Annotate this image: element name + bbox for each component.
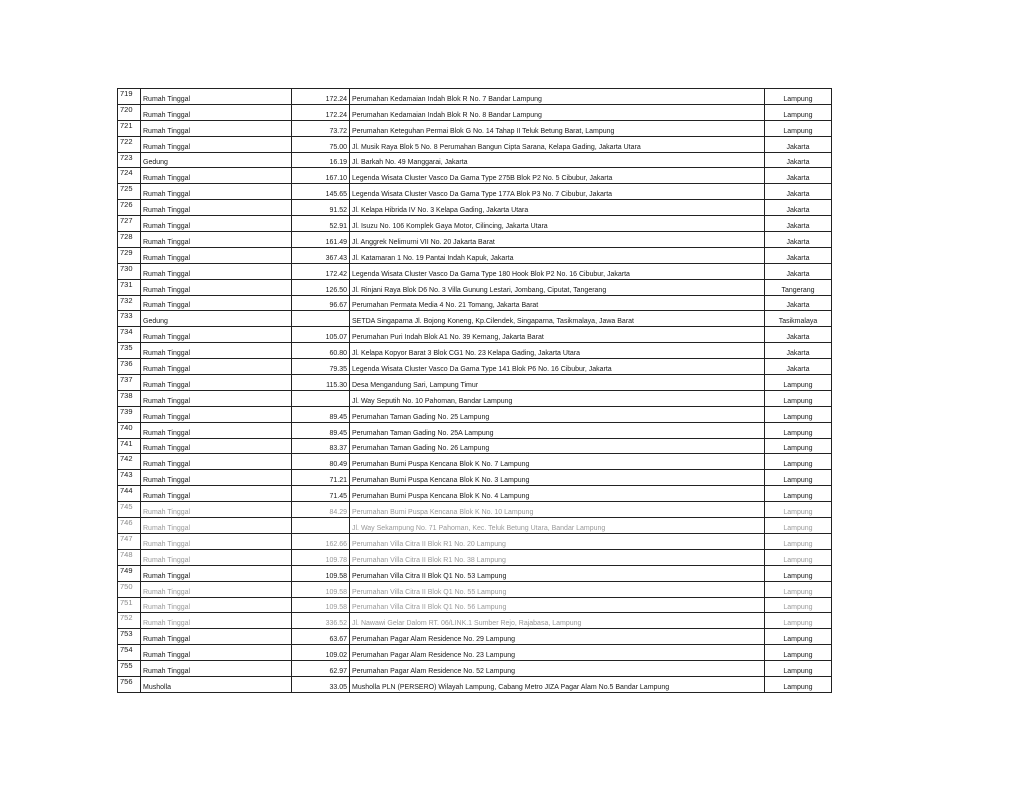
building-type: Musholla — [141, 676, 292, 692]
building-type: Gedung — [141, 311, 292, 327]
row-number: 731 — [118, 279, 141, 295]
address: Perumahan Bumi Puspa Kencana Blok K No. 4 Lampung — [350, 486, 765, 502]
address: Perumahan Puri Indah Blok A1 No. 39 Kemang, Jakarta Barat — [350, 327, 765, 343]
table-row — [118, 518, 832, 534]
address: Jl. Way Sekampung No. 71 Pahoman, Kec. Teluk Betung Utara, Bandar Lampung — [350, 518, 765, 534]
table-row — [118, 597, 832, 613]
address: Jl. Musik Raya Blok 5 No. 8 Perumahan Bangun Cipta Sarana, Kelapa Gading, Jakarta Utara — [350, 136, 765, 152]
building-area: 109.58 — [292, 597, 350, 613]
building-area: 62.97 — [292, 661, 350, 677]
table-row — [118, 565, 832, 581]
city: Lampung — [765, 89, 832, 105]
table-row — [118, 502, 832, 518]
building-area: 33.05 — [292, 676, 350, 692]
address: Perumahan Permata Media 4 No. 21 Tomang, Jakarta Barat — [350, 295, 765, 311]
building-area: 79.35 — [292, 359, 350, 375]
building-area: 91.52 — [292, 200, 350, 216]
row-number: 741 — [118, 438, 141, 454]
building-type: Rumah Tinggal — [141, 597, 292, 613]
building-area: 63.67 — [292, 629, 350, 645]
building-area: 109.58 — [292, 581, 350, 597]
address: Perumahan Pagar Alam Residence No. 29 Lampung — [350, 629, 765, 645]
building-area: 84.29 — [292, 502, 350, 518]
building-type: Rumah Tinggal — [141, 629, 292, 645]
table-row — [118, 343, 832, 359]
row-number: 755 — [118, 661, 141, 677]
address: Perumahan Bumi Puspa Kencana Blok K No. 7 Lampung — [350, 454, 765, 470]
row-number: 753 — [118, 629, 141, 645]
row-number: 721 — [118, 120, 141, 136]
building-area: 73.72 — [292, 120, 350, 136]
city: Lampung — [765, 104, 832, 120]
building-area: 367.43 — [292, 247, 350, 263]
city: Lampung — [765, 676, 832, 692]
table-row — [118, 629, 832, 645]
address: Perumahan Bumi Puspa Kencana Blok K No. 10 Lampung — [350, 502, 765, 518]
building-area: 161.49 — [292, 232, 350, 248]
address: Jl. Barkah No. 49 Manggarai, Jakarta — [350, 152, 765, 168]
building-area: 145.65 — [292, 184, 350, 200]
city: Lampung — [765, 470, 832, 486]
address: Jl. Isuzu No. 106 Komplek Gaya Motor, Cilincing, Jakarta Utara — [350, 216, 765, 232]
building-area: 172.24 — [292, 89, 350, 105]
address: Jl. Katamaran 1 No. 19 Pantai Indah Kapuk, Jakarta — [350, 247, 765, 263]
table-row — [118, 645, 832, 661]
table-row — [118, 438, 832, 454]
row-number: 740 — [118, 422, 141, 438]
city: Jakarta — [765, 232, 832, 248]
building-type: Rumah Tinggal — [141, 581, 292, 597]
city: Lampung — [765, 645, 832, 661]
city: Jakarta — [765, 184, 832, 200]
building-area: 96.67 — [292, 295, 350, 311]
table-row — [118, 661, 832, 677]
city: Jakarta — [765, 216, 832, 232]
building-area — [292, 390, 350, 406]
building-type: Rumah Tinggal — [141, 120, 292, 136]
building-area: 80.49 — [292, 454, 350, 470]
address: SETDA Singaparna Jl. Bojong Koneng, Kp.Cilendek, Singaparna, Tasikmalaya, Jawa Barat — [350, 311, 765, 327]
city: Jakarta — [765, 200, 832, 216]
row-number: 749 — [118, 565, 141, 581]
building-type: Rumah Tinggal — [141, 518, 292, 534]
address: Legenda Wisata Cluster Vasco Da Gama Type 180 Hook Blok P2 No. 16 Cibubur, Jakarta — [350, 263, 765, 279]
address: Jl. Anggrek Nelimurni VII No. 20 Jakarta Barat — [350, 232, 765, 248]
row-number: 739 — [118, 406, 141, 422]
city: Lampung — [765, 565, 832, 581]
city: Jakarta — [765, 136, 832, 152]
row-number: 746 — [118, 518, 141, 534]
building-type: Rumah Tinggal — [141, 359, 292, 375]
building-area: 60.80 — [292, 343, 350, 359]
building-area: 336.52 — [292, 613, 350, 629]
address: Perumahan Keteguhan Permai Blok G No. 14 Tahap II Teluk Betung Barat, Lampung — [350, 120, 765, 136]
table-row — [118, 232, 832, 248]
city: Lampung — [765, 581, 832, 597]
building-type: Rumah Tinggal — [141, 470, 292, 486]
city: Lampung — [765, 518, 832, 534]
row-number: 730 — [118, 263, 141, 279]
row-number: 754 — [118, 645, 141, 661]
address: Legenda Wisata Cluster Vasco Da Gama Type 275B Blok P2 No. 5 Cibubur, Jakarta — [350, 168, 765, 184]
city: Lampung — [765, 597, 832, 613]
building-area: 71.21 — [292, 470, 350, 486]
table-row — [118, 486, 832, 502]
row-number: 727 — [118, 216, 141, 232]
building-area: 52.91 — [292, 216, 350, 232]
building-area: 126.50 — [292, 279, 350, 295]
city: Lampung — [765, 502, 832, 518]
city: Lampung — [765, 422, 832, 438]
address: Perumahan Pagar Alam Residence No. 52 Lampung — [350, 661, 765, 677]
row-number: 745 — [118, 502, 141, 518]
address: Perumahan Kedamaian Indah Blok R No. 7 Bandar Lampung — [350, 89, 765, 105]
city: Lampung — [765, 375, 832, 391]
table-row — [118, 216, 832, 232]
building-type: Rumah Tinggal — [141, 406, 292, 422]
building-type: Rumah Tinggal — [141, 247, 292, 263]
address: Perumahan Villa Citra II Blok Q1 No. 56 Lampung — [350, 597, 765, 613]
table-row — [118, 327, 832, 343]
address: Perumahan Taman Gading No. 25 Lampung — [350, 406, 765, 422]
building-area: 115.30 — [292, 375, 350, 391]
row-number: 744 — [118, 486, 141, 502]
building-type: Rumah Tinggal — [141, 549, 292, 565]
building-area: 172.24 — [292, 104, 350, 120]
table-row — [118, 549, 832, 565]
city: Lampung — [765, 661, 832, 677]
row-number: 732 — [118, 295, 141, 311]
building-type: Rumah Tinggal — [141, 613, 292, 629]
city: Lampung — [765, 486, 832, 502]
building-type: Rumah Tinggal — [141, 327, 292, 343]
city: Jakarta — [765, 152, 832, 168]
address: Perumahan Pagar Alam Residence No. 23 Lampung — [350, 645, 765, 661]
table-body — [118, 89, 832, 693]
building-area: 16.19 — [292, 152, 350, 168]
building-type: Rumah Tinggal — [141, 422, 292, 438]
building-type: Rumah Tinggal — [141, 661, 292, 677]
city: Lampung — [765, 533, 832, 549]
row-number: 726 — [118, 200, 141, 216]
city: Lampung — [765, 549, 832, 565]
building-area: 162.66 — [292, 533, 350, 549]
city: Tasikmalaya — [765, 311, 832, 327]
table-row — [118, 295, 832, 311]
address: Perumahan Villa Citra II Blok R1 No. 38 Lampung — [350, 549, 765, 565]
building-area: 71.45 — [292, 486, 350, 502]
building-area: 89.45 — [292, 406, 350, 422]
table-row — [118, 136, 832, 152]
building-type: Rumah Tinggal — [141, 136, 292, 152]
building-area — [292, 518, 350, 534]
row-number: 720 — [118, 104, 141, 120]
building-type: Rumah Tinggal — [141, 295, 292, 311]
address: Perumahan Villa Citra II Blok R1 No. 20 Lampung — [350, 533, 765, 549]
row-number: 728 — [118, 232, 141, 248]
row-number: 742 — [118, 454, 141, 470]
building-area: 172.42 — [292, 263, 350, 279]
table-row — [118, 390, 832, 406]
table-row — [118, 422, 832, 438]
table-row — [118, 581, 832, 597]
building-type: Rumah Tinggal — [141, 89, 292, 105]
row-number: 748 — [118, 549, 141, 565]
city: Jakarta — [765, 343, 832, 359]
table-row — [118, 263, 832, 279]
table-row — [118, 359, 832, 375]
row-number: 751 — [118, 597, 141, 613]
building-type: Rumah Tinggal — [141, 438, 292, 454]
building-area: 83.37 — [292, 438, 350, 454]
building-area: 109.58 — [292, 565, 350, 581]
building-type: Rumah Tinggal — [141, 232, 292, 248]
address: Perumahan Taman Gading No. 25A Lampung — [350, 422, 765, 438]
city: Lampung — [765, 406, 832, 422]
table-row — [118, 104, 832, 120]
building-area: 109.02 — [292, 645, 350, 661]
row-number: 724 — [118, 168, 141, 184]
building-type: Rumah Tinggal — [141, 168, 292, 184]
building-type: Rumah Tinggal — [141, 375, 292, 391]
building-type: Rumah Tinggal — [141, 343, 292, 359]
row-number: 719 — [118, 89, 141, 105]
address: Jl. Kelapa Hibrida IV No. 3 Kelapa Gading, Jakarta Utara — [350, 200, 765, 216]
address: Perumahan Kedamaian Indah Blok R No. 8 Bandar Lampung — [350, 104, 765, 120]
address: Legenda Wisata Cluster Vasco Da Gama Type 141 Blok P6 No. 16 Cibubur, Jakarta — [350, 359, 765, 375]
city: Tangerang — [765, 279, 832, 295]
row-number: 723 — [118, 152, 141, 168]
building-type: Rumah Tinggal — [141, 645, 292, 661]
building-type: Rumah Tinggal — [141, 263, 292, 279]
address: Perumahan Villa Citra II Blok Q1 No. 53 Lampung — [350, 565, 765, 581]
address: Jl. Rinjani Raya Blok D6 No. 3 Villa Gunung Lestari, Jombang, Ciputat, Tangerang — [350, 279, 765, 295]
building-type: Rumah Tinggal — [141, 565, 292, 581]
building-type: Rumah Tinggal — [141, 486, 292, 502]
building-area — [292, 311, 350, 327]
row-number: 738 — [118, 390, 141, 406]
row-number: 743 — [118, 470, 141, 486]
city: Lampung — [765, 613, 832, 629]
table-row — [118, 200, 832, 216]
building-type: Rumah Tinggal — [141, 533, 292, 549]
table-row — [118, 247, 832, 263]
table-row — [118, 375, 832, 391]
table-row — [118, 311, 832, 327]
address: Jl. Way Seputih No. 10 Pahoman, Bandar Lampung — [350, 390, 765, 406]
building-type: Rumah Tinggal — [141, 104, 292, 120]
table-row — [118, 613, 832, 629]
address: Musholla PLN (PERSERO) Wilayah Lampung, Cabang Metro JIZA Pagar Alam No.5 Bandar Lampung — [350, 676, 765, 692]
building-area: 167.10 — [292, 168, 350, 184]
address: Perumahan Bumi Puspa Kencana Blok K No. 3 Lampung — [350, 470, 765, 486]
table-row — [118, 406, 832, 422]
table-row — [118, 120, 832, 136]
city: Lampung — [765, 120, 832, 136]
table-row — [118, 533, 832, 549]
building-type: Rumah Tinggal — [141, 216, 292, 232]
row-number: 750 — [118, 581, 141, 597]
building-type: Rumah Tinggal — [141, 279, 292, 295]
row-number: 747 — [118, 533, 141, 549]
city: Jakarta — [765, 295, 832, 311]
row-number: 722 — [118, 136, 141, 152]
address: Jl. Nawawi Gelar Dalom RT. 06/LINK.1 Sumber Rejo, Rajabasa, Lampung — [350, 613, 765, 629]
address: Desa Mengandung Sari, Lampung Timur — [350, 375, 765, 391]
city: Jakarta — [765, 247, 832, 263]
address: Jl. Kelapa Kopyor Barat 3 Blok CG1 No. 23 Kelapa Gading, Jakarta Utara — [350, 343, 765, 359]
address: Perumahan Taman Gading No. 26 Lampung — [350, 438, 765, 454]
address: Legenda Wisata Cluster Vasco Da Gama Type 177A Blok P3 No. 7 Cibubur, Jakarta — [350, 184, 765, 200]
building-type: Gedung — [141, 152, 292, 168]
building-type: Rumah Tinggal — [141, 200, 292, 216]
address: Perumahan Villa Citra II Blok Q1 No. 55 Lampung — [350, 581, 765, 597]
table-row — [118, 676, 832, 692]
building-type: Rumah Tinggal — [141, 390, 292, 406]
city: Lampung — [765, 454, 832, 470]
row-number: 725 — [118, 184, 141, 200]
row-number: 735 — [118, 343, 141, 359]
city: Jakarta — [765, 263, 832, 279]
table-row — [118, 184, 832, 200]
building-area: 105.07 — [292, 327, 350, 343]
table-row — [118, 152, 832, 168]
row-number: 736 — [118, 359, 141, 375]
city: Jakarta — [765, 359, 832, 375]
city: Lampung — [765, 629, 832, 645]
row-number: 729 — [118, 247, 141, 263]
building-area: 89.45 — [292, 422, 350, 438]
building-type: Rumah Tinggal — [141, 454, 292, 470]
project-list-table — [117, 88, 832, 693]
city: Lampung — [765, 390, 832, 406]
building-area: 109.78 — [292, 549, 350, 565]
table-row — [118, 470, 832, 486]
table-row — [118, 89, 832, 105]
row-number: 734 — [118, 327, 141, 343]
city: Jakarta — [765, 168, 832, 184]
building-area: 75.00 — [292, 136, 350, 152]
row-number: 756 — [118, 676, 141, 692]
table-row — [118, 279, 832, 295]
row-number: 737 — [118, 375, 141, 391]
table-row — [118, 168, 832, 184]
row-number: 733 — [118, 311, 141, 327]
table-row — [118, 454, 832, 470]
building-type: Rumah Tinggal — [141, 184, 292, 200]
city: Lampung — [765, 438, 832, 454]
building-type: Rumah Tinggal — [141, 502, 292, 518]
row-number: 752 — [118, 613, 141, 629]
city: Jakarta — [765, 327, 832, 343]
